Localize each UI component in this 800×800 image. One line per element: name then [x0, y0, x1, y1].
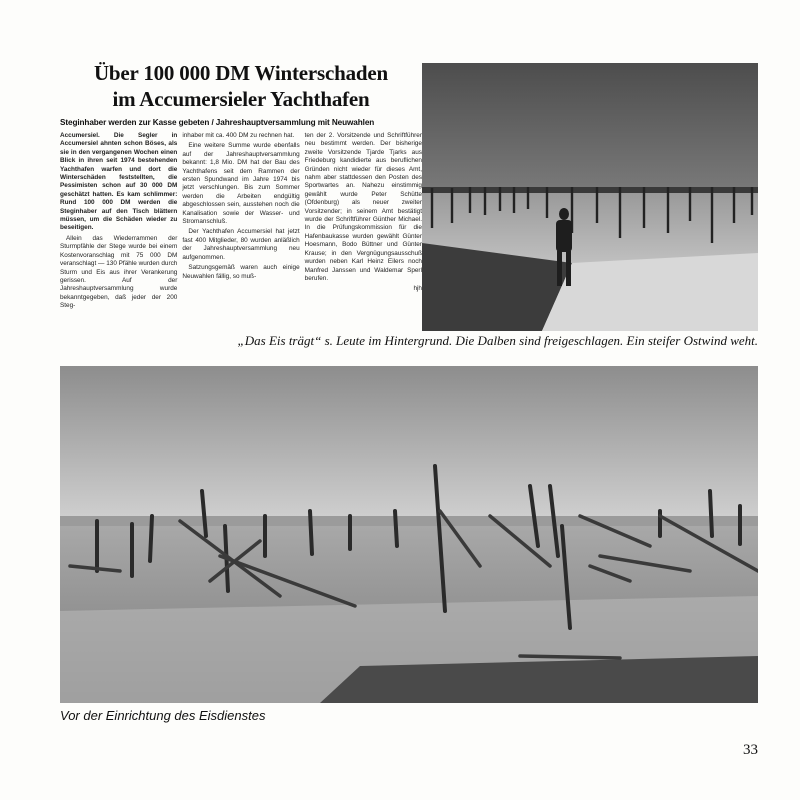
article-columns [60, 132, 422, 313]
article-subheadline: Steginhaber werden zur Kasse gebeten / Jahreshauptversammlung mit Neuwahlen [60, 118, 375, 127]
article-paragraph: Eine weitere Summe wurde ebenfalls auf der Jahreshauptversammlung bekannt: 1,8 Mio. DM hat der Bau des Yachthafens seit dem Rammen der ersten Spundwand im Jahre 1974 bis jetzt verschlungen. Bis zum Sommer werden die Arbeiten endgültig abgeschlossen sein, ausstehen noch die Kanalisation sowie der Wasser- und Stromanschluß. [182, 142, 300, 226]
article-signature: hjh [413, 285, 422, 293]
article-headline [60, 60, 422, 112]
bottom-photo [60, 366, 758, 703]
article-paragraph: inhaber mit ca. 400 DM zu rechnen hat. [182, 132, 295, 139]
article-paragraph: Allein das Wiederrammen der Sturmpfähle der Stege wurde bei einem Kostenvoranschlag mit 75 000 DM veranschlagt — 130 Pfähle wurden durch Sturm und Eis aus ihrer Verankerung gerissen. Auf der Jahreshauptversammlung wurde bekanntgegeben, daß jeder der 200 Steg- [60, 234, 178, 310]
newspaper-clipping [60, 60, 422, 350]
article-column-3 [305, 132, 422, 313]
page-number: 33 [743, 742, 758, 758]
bottom-photo-image [60, 366, 758, 703]
top-photo-caption: „Das Eis trägt“ s. Leute im Hintergrund. Die Dalben sind freigeschlagen. Ein steifer Ostwind weht. [237, 333, 758, 348]
top-photo-image [422, 63, 758, 331]
article-paragraph: Der Yachthafen Accumersiel hat jetzt fast 400 Mitglieder, 80 wurden anläßlich der Jahreshauptversammlung neu aufgenommen. [182, 228, 300, 261]
article-paragraph: ten der 2. Vorsitzende und Schriftführer neu bestimmt werden. Der bisherige zweite Vorsitzende Tjarde Tjarks aus Friedeburg kandidierte aus beruflichen Gründen nicht wieder für dieses Amt, nahm aber stattdessen den Posten des Sportwartes an. Nahezu einstimmig gewählt wurde Peter Schütte (Ofdenburg) als neuer zweiter Vorsitzender; in seinem Amt bestätigt wurde der Schriftführer Günther Michael. In die Prüfungskommission für die Hafenbaukasse wurden gewählt Günter Hoesmann, Bodo Büttner und Günter Krause; in den Vergnügungsausschuß wurden neben Karl Heinz Eilers noch Manfred Janssen und Waldemar Sperl berufen. [304, 132, 422, 282]
headline-line-1: Über 100 000 DM Winterschaden [93, 61, 389, 85]
headline-line-2: im Accumersieler Yachthafen [112, 87, 370, 111]
bottom-photo-caption: Vor der Einrichtung des Eisdienstes [60, 708, 266, 723]
article-paragraph: Accumersiel. Die Segler in Accumersiel ahnten schon Böses, als sie in den vergangenen Wochen einen Blick in ihren seit 1974 bestehenden Yachthafen warfen und dort die Winterschäden feststellten, die Pessimisten schon auf 30 000 DM geschätzt hatten. Es kam schlimmer: Rund 100 000 DM werden die Steginhaber auf den Tisch blättern müssen, um die Schäden wieder zu beseitigen. [60, 132, 178, 232]
article-column-1 [60, 132, 177, 313]
top-photo [422, 63, 758, 331]
article-column-2 [182, 132, 299, 313]
article-paragraph: Satzungsgemäß waren auch einige Neuwahlen fällig, so muß- [182, 264, 300, 280]
